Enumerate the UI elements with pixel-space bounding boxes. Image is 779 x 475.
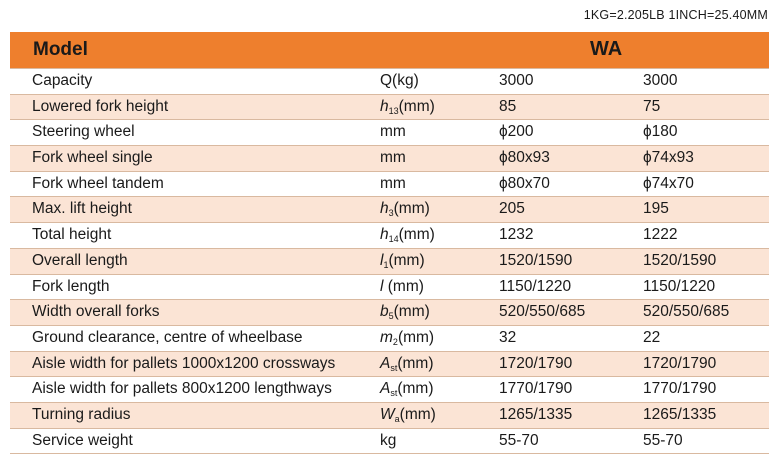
spec-unit <box>380 200 430 218</box>
spec-value-1: 1520/1590 <box>499 251 573 269</box>
spec-name: Turning radius <box>32 405 131 423</box>
unit-suffix: (mm) <box>397 354 434 372</box>
spec-value-2: 3000 <box>643 72 678 89</box>
unit-suffix: (mm) <box>397 380 434 398</box>
spec-name: Width overall forks <box>32 303 160 321</box>
unit-conversion-note: 1KG=2.205LB 1INCH=25.40MM <box>583 8 768 22</box>
unit-suffix: (mm) <box>383 277 424 295</box>
table-row <box>10 248 769 274</box>
spec-unit <box>380 123 406 141</box>
unit-suffix: (mm) <box>393 303 430 321</box>
spec-value-2: 1150/1220 <box>643 277 716 295</box>
unit-symbol: l <box>380 277 384 295</box>
spec-name: Service weight <box>32 431 133 449</box>
unit-symbol: b <box>380 303 389 321</box>
unit-suffix: (mm) <box>393 200 430 218</box>
table-row <box>10 119 769 145</box>
spec-unit <box>380 149 406 167</box>
model-label: Model <box>33 39 88 60</box>
spec-value-2: 520/550/685 <box>643 303 730 321</box>
spec-unit <box>380 252 425 270</box>
unit-subscript: st <box>390 362 398 373</box>
unit-subscript: st <box>390 388 398 399</box>
spec-value-1: 55-70 <box>499 431 539 449</box>
spec-name: Fork length <box>32 277 110 295</box>
table-row <box>10 274 769 300</box>
spec-value-2: 195 <box>643 200 669 218</box>
unit-symbol: h <box>380 226 389 244</box>
unit-subscript: 13 <box>388 105 399 116</box>
spec-name: Max. lift height <box>32 200 132 218</box>
unit-suffix: (mm) <box>388 251 425 269</box>
unit-symbol: h <box>380 200 389 218</box>
table-row <box>10 351 769 377</box>
unit-subscript: 2 <box>392 336 398 347</box>
spec-name: Total height <box>32 226 112 244</box>
spec-name: Aisle width for pallets 800x1200 lengthways <box>32 380 332 398</box>
unit-suffix: mm <box>380 149 406 167</box>
spec-unit <box>380 355 434 373</box>
spec-value-1: 1265/1335 <box>499 405 573 423</box>
spec-value-2: 1720/1790 <box>643 354 717 372</box>
unit-suffix: (mm) <box>398 97 435 115</box>
unit-symbol: h <box>380 97 389 115</box>
unit-suffix: (mm) <box>399 405 436 423</box>
unit-suffix: Q(kg) <box>380 72 419 89</box>
spec-value-1: ϕ80x70 <box>499 174 550 192</box>
unit-suffix: (mm) <box>397 328 435 346</box>
spec-value-2: 55-70 <box>643 431 683 449</box>
unit-suffix: (mm) <box>398 226 435 244</box>
spec-value-1: 520/550/685 <box>499 303 586 321</box>
table-row <box>10 222 769 248</box>
spec-value-2: 22 <box>643 328 661 346</box>
spec-value-1: 1770/1790 <box>499 380 573 398</box>
table-row <box>10 402 769 428</box>
spec-value-1: 205 <box>499 200 525 218</box>
spec-unit <box>380 303 430 321</box>
spec-name: Lowered fork height <box>32 97 169 115</box>
spec-unit <box>380 329 434 347</box>
unit-symbol: A <box>380 380 391 398</box>
table-row <box>10 145 769 171</box>
unit-suffix: kg <box>380 431 397 449</box>
table-row <box>10 171 769 197</box>
spec-value-2: ϕ74x70 <box>643 174 694 192</box>
spec-value-2: 1265/1335 <box>643 405 717 423</box>
spec-value-1: 85 <box>499 97 517 115</box>
spec-name: Ground clearance, centre of wheelbase <box>32 328 303 346</box>
spec-value-1: ϕ80x93 <box>499 149 550 167</box>
unit-subscript: a <box>394 413 400 424</box>
spec-unit <box>380 175 406 193</box>
table-row <box>10 196 769 222</box>
series-label: WA <box>590 38 623 60</box>
unit-subscript: 1 <box>383 259 389 270</box>
table-body <box>10 68 769 453</box>
spec-value-1: ϕ200 <box>499 123 534 141</box>
spec-unit <box>380 226 435 244</box>
spec-value-2: ϕ74x93 <box>643 149 694 167</box>
unit-suffix: mm <box>380 123 406 141</box>
spec-value-2: 1770/1790 <box>643 380 717 398</box>
table-row <box>10 68 769 94</box>
spec-name: Fork wheel tandem <box>32 174 164 192</box>
spec-unit <box>380 278 424 296</box>
unit-symbol: W <box>380 405 395 423</box>
spec-unit <box>380 432 396 450</box>
unit-suffix: mm <box>380 174 406 192</box>
table-row <box>10 325 769 351</box>
unit-subscript: 14 <box>388 234 399 245</box>
spec-table <box>10 32 769 454</box>
spec-value-2: 1520/1590 <box>643 251 717 269</box>
spec-name: Overall length <box>32 251 128 269</box>
unit-symbol: l <box>380 251 384 269</box>
spec-value-2: 1222 <box>643 226 678 244</box>
spec-value-1: 1232 <box>499 226 534 244</box>
spec-value-1: 1150/1220 <box>499 277 572 295</box>
spec-value-1: 3000 <box>499 72 534 89</box>
spec-name: Aisle width for pallets 1000x1200 crossways <box>32 354 336 372</box>
unit-subscript: 5 <box>388 311 394 322</box>
spec-name: Capacity <box>32 72 93 89</box>
spec-name: Steering wheel <box>32 123 135 141</box>
spec-value-2: 75 <box>643 97 661 115</box>
spec-unit <box>380 406 436 424</box>
spec-value-1: 1720/1790 <box>499 354 573 372</box>
spec-unit <box>380 72 419 90</box>
table-header <box>10 32 769 68</box>
spec-value-2: ϕ180 <box>643 123 678 141</box>
table-row <box>10 428 769 454</box>
table-row <box>10 376 769 402</box>
table-row <box>10 299 769 325</box>
spec-value-1: 32 <box>499 328 517 346</box>
spec-unit <box>380 98 435 116</box>
unit-subscript: 3 <box>388 208 394 219</box>
unit-symbol: A <box>380 354 391 372</box>
unit-symbol: m <box>380 328 393 346</box>
spec-name: Fork wheel single <box>32 149 153 167</box>
spec-unit <box>380 380 434 398</box>
table-row <box>10 94 769 120</box>
